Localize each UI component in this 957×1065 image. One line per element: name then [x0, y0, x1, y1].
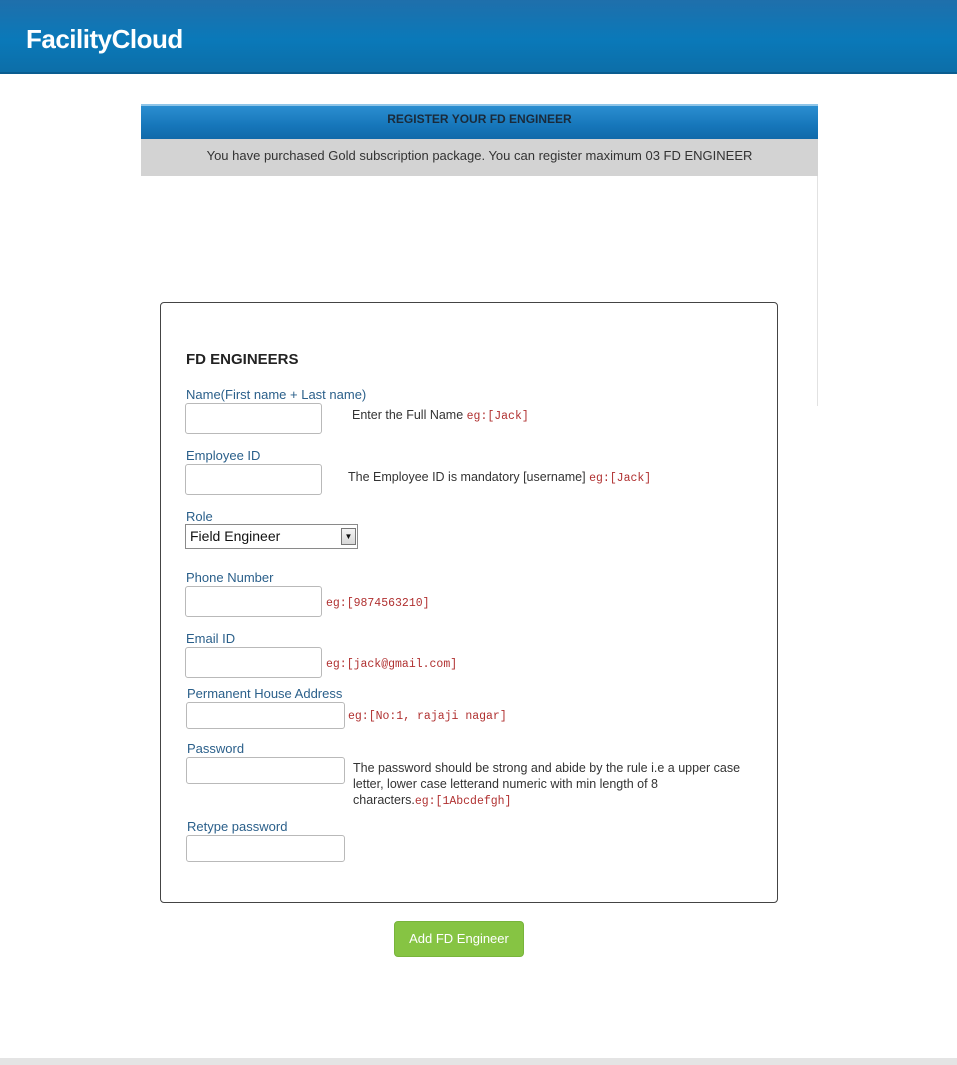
fd-engineer-form-panel: [160, 302, 778, 903]
chevron-down-icon[interactable]: ▼: [341, 528, 356, 545]
name-label: Name(First name + Last name): [186, 387, 367, 402]
phone-input[interactable]: [185, 586, 322, 617]
register-header: REGISTER YOUR FD ENGINEER: [141, 104, 818, 139]
password-hint-text: The password should be strong and abide by the rule i.e a upper case letter, lower case letterand numeric with min length of 8 characters.: [353, 761, 741, 807]
email-input[interactable]: [185, 647, 322, 678]
name-hint-text: Enter the Full Name: [352, 408, 467, 422]
top-header-bar: [0, 0, 957, 74]
email-hint: [326, 656, 457, 671]
employee-id-label: Employee ID: [186, 448, 261, 463]
brand-logo-text: FacilityCloud: [26, 24, 183, 54]
retype-password-label: Retype password: [187, 819, 288, 834]
password-input[interactable]: [186, 757, 345, 784]
divider: [817, 176, 818, 406]
employee-id-hint: [348, 470, 651, 485]
address-hint: [348, 708, 507, 723]
address-input[interactable]: [186, 702, 345, 729]
form-title: FD ENGINEERS: [186, 351, 299, 368]
password-label: Password: [187, 741, 245, 756]
email-example: eg:[jack@gmail.com]: [326, 658, 458, 671]
retype-password-input[interactable]: [186, 835, 345, 862]
password-example: eg:[1Abcdefgh]: [414, 795, 512, 808]
phone-label: Phone Number: [186, 570, 274, 585]
password-hint: [353, 760, 743, 810]
phone-hint: [326, 595, 430, 610]
phone-example: eg:[9874563210]: [326, 597, 430, 610]
role-label: Role: [186, 509, 213, 524]
employee-id-example: eg:[Jack]: [589, 472, 652, 485]
employee-id-hint-text: The Employee ID is mandatory [username]: [348, 470, 590, 484]
address-example: eg:[No:1, rajaji nagar]: [348, 710, 507, 723]
employee-id-input[interactable]: [185, 464, 322, 495]
footer-bar: [0, 1058, 957, 1065]
email-label: Email ID: [186, 631, 236, 646]
address-label: Permanent House Address: [187, 686, 343, 701]
name-hint: [352, 408, 529, 423]
role-select[interactable]: [185, 524, 358, 549]
name-example: eg:[Jack]: [466, 410, 529, 423]
name-input[interactable]: [185, 403, 322, 434]
role-selected-value: Field Engineer: [190, 528, 281, 544]
subscription-notice: You have purchased Gold subscription package. You can register maximum 03 FD ENGINEER: [141, 139, 818, 176]
add-fd-engineer-button[interactable]: Add FD Engineer: [394, 921, 524, 957]
